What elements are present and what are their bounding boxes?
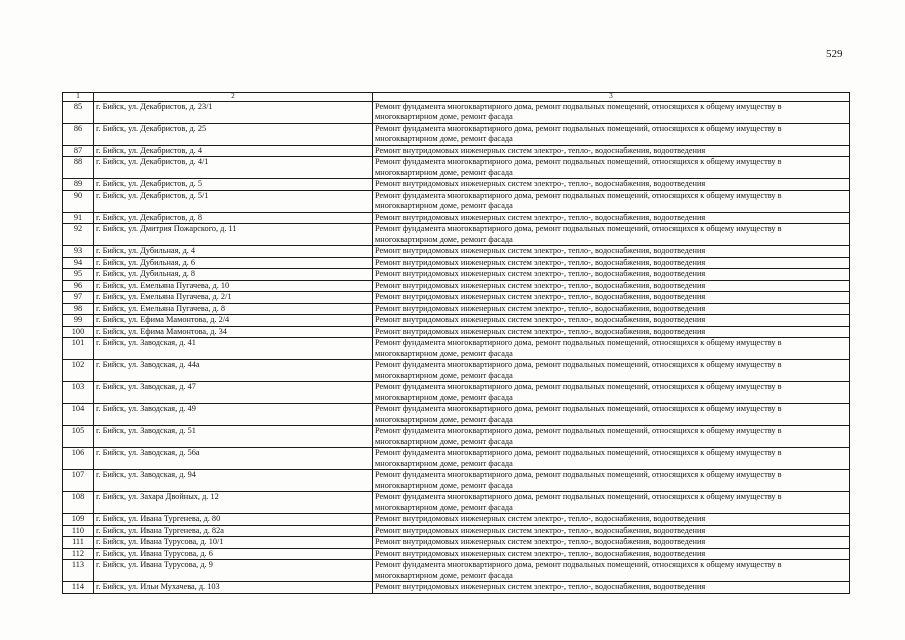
row-address: г. Бийск, ул. Ефима Мамонтова, д. 2/4 [94,315,373,327]
row-number: 99 [63,315,94,327]
row-address: г. Бийск, ул. Ефима Мамонтова, д. 34 [94,326,373,338]
table-row [63,315,850,327]
row-work: Ремонт фундамента многоквартирного дома, ремонт подвальных помещений, относящихся к общему имуществу в многоквартирном доме, ремонт фасада [373,157,850,179]
table-row [63,224,850,246]
row-number: 108 [63,492,94,514]
row-work: Ремонт фундамента многоквартирного дома, ремонт подвальных помещений, относящихся к общему имуществу в многоквартирном доме, ремонт фасада [373,360,850,382]
row-work: Ремонт фундамента многоквартирного дома, ремонт подвальных помещений, относящихся к общему имуществу в многоквартирном доме, ремонт фасада [373,224,850,246]
row-number: 112 [63,548,94,560]
table-row [63,426,850,448]
row-work: Ремонт фундамента многоквартирного дома, ремонт подвальных помещений, относящихся к общему имуществу в многоквартирном доме, ремонт фасада [373,190,850,212]
table-row [63,514,850,526]
row-work: Ремонт фундамента многоквартирного дома, ремонт подвальных помещений, относящихся к общему имуществу в многоквартирном доме, ремонт фасада [373,492,850,514]
row-work: Ремонт внутридомовых инженерных систем электро-, тепло-, водоснабжения, водоотведения [373,292,850,304]
row-address: г. Бийск, ул. Емельяна Пугачева, д. 8 [94,303,373,315]
row-address: г. Бийск, ул. Декабристов, д. 5/1 [94,190,373,212]
row-work: Ремонт фундамента многоквартирного дома, ремонт подвальных помещений, относящихся к общему имуществу в многоквартирном доме, ремонт фасада [373,448,850,470]
row-number: 114 [63,582,94,594]
table-body [63,101,850,593]
row-number: 93 [63,246,94,258]
table-row [63,269,850,281]
row-work: Ремонт внутридомовых инженерных систем электро-, тепло-, водоснабжения, водоотведения [373,179,850,191]
row-address: г. Бийск, ул. Декабристов, д. 4 [94,145,373,157]
table-row [63,246,850,258]
header-col-work: 3 [373,93,850,102]
table-row [63,190,850,212]
table-row [63,338,850,360]
row-address: г. Бийск, ул. Декабристов, д. 8 [94,212,373,224]
row-address: г. Бийск, ул. Декабристов, д. 25 [94,123,373,145]
row-address: г. Бийск, ул. Заводская, д. 56а [94,448,373,470]
row-work: Ремонт внутридомовых инженерных систем электро-, тепло-, водоснабжения, водоотведения [373,537,850,549]
row-work: Ремонт фундамента многоквартирного дома, ремонт подвальных помещений, относящихся к общему имуществу в многоквартирном доме, ремонт фасада [373,123,850,145]
table-row [63,123,850,145]
row-number: 101 [63,338,94,360]
row-number: 110 [63,525,94,537]
row-address: г. Бийск, ул. Ивана Тургенева, д. 82а [94,525,373,537]
table-row [63,157,850,179]
row-address: г. Бийск, ул. Дубильная, д. 4 [94,246,373,258]
row-number: 88 [63,157,94,179]
table-header [63,93,850,102]
row-address: г. Бийск, ул. Заводская, д. 49 [94,404,373,426]
table-row [63,179,850,191]
row-number: 105 [63,426,94,448]
row-address: г. Бийск, ул. Ильи Мухачева, д. 103 [94,582,373,594]
row-address: г. Бийск, ул. Ивана Турусова, д. 9 [94,560,373,582]
row-address: г. Бийск, ул. Ивана Турусова, д. 6 [94,548,373,560]
row-work: Ремонт внутридомовых инженерных систем электро-, тепло-, водоснабжения, водоотведения [373,326,850,338]
row-work: Ремонт внутридомовых инженерных систем электро-, тепло-, водоснабжения, водоотведения [373,145,850,157]
row-work: Ремонт внутридомовых инженерных систем электро-, тепло-, водоснабжения, водоотведения [373,212,850,224]
row-work: Ремонт фундамента многоквартирного дома, ремонт подвальных помещений, относящихся к общему имуществу в многоквартирном доме, ремонт фасада [373,404,850,426]
row-work: Ремонт фундамента многоквартирного дома, ремонт подвальных помещений, относящихся к общему имуществу в многоквартирном доме, ремонт фасада [373,560,850,582]
table-row [63,326,850,338]
row-number: 111 [63,537,94,549]
row-number: 109 [63,514,94,526]
row-address: г. Бийск, ул. Заводская, д. 47 [94,382,373,404]
row-work: Ремонт внутридомовых инженерных систем электро-, тепло-, водоснабжения, водоотведения [373,246,850,258]
header-col-address: 2 [94,93,373,102]
table-row [63,292,850,304]
header-row [63,93,850,102]
row-number: 103 [63,382,94,404]
row-work: Ремонт фундамента многоквартирного дома, ремонт подвальных помещений, относящихся к общему имуществу в многоквартирном доме, ремонт фасада [373,470,850,492]
row-work: Ремонт фундамента многоквартирного дома, ремонт подвальных помещений, относящихся к общему имуществу в многоквартирном доме, ремонт фасада [373,101,850,123]
row-address: г. Бийск, ул. Декабристов, д. 4/1 [94,157,373,179]
row-work: Ремонт внутридомовых инженерных систем электро-, тепло-, водоснабжения, водоотведения [373,548,850,560]
row-number: 98 [63,303,94,315]
table-row [63,280,850,292]
row-address: г. Бийск, ул. Заводская, д. 41 [94,338,373,360]
row-address: г. Бийск, ул. Емельяна Пугачева, д. 2/1 [94,292,373,304]
row-work: Ремонт внутридомовых инженерных систем электро-, тепло-, водоснабжения, водоотведения [373,257,850,269]
row-number: 104 [63,404,94,426]
table-row [63,212,850,224]
row-number: 97 [63,292,94,304]
row-address: г. Бийск, ул. Емельяна Пугачева, д. 10 [94,280,373,292]
work-list-table [62,92,850,594]
row-address: г. Бийск, ул. Дубильная, д. 6 [94,257,373,269]
row-work: Ремонт внутридомовых инженерных систем электро-, тепло-, водоснабжения, водоотведения [373,525,850,537]
row-address: г. Бийск, ул. Заводская, д. 94 [94,470,373,492]
table-row [63,145,850,157]
table-row [63,257,850,269]
row-number: 92 [63,224,94,246]
row-address: г. Бийск, ул. Декабристов, д. 23/1 [94,101,373,123]
row-number: 86 [63,123,94,145]
row-number: 89 [63,179,94,191]
table-row [63,382,850,404]
page-number: 529 [826,48,843,60]
row-number: 106 [63,448,94,470]
row-work: Ремонт внутридомовых инженерных систем электро-, тепло-, водоснабжения, водоотведения [373,514,850,526]
table-row [63,470,850,492]
row-address: г. Бийск, ул. Заводская, д. 44а [94,360,373,382]
table-row [63,560,850,582]
row-work: Ремонт внутридомовых инженерных систем электро-, тепло-, водоснабжения, водоотведения [373,582,850,594]
row-address: г. Бийск, ул. Ивана Тургенева, д. 80 [94,514,373,526]
table-row [63,101,850,123]
table-row [63,537,850,549]
table-row [63,492,850,514]
row-work: Ремонт фундамента многоквартирного дома, ремонт подвальных помещений, относящихся к общему имуществу в многоквартирном доме, ремонт фасада [373,338,850,360]
table-row [63,404,850,426]
row-address: г. Бийск, ул. Декабристов, д. 5 [94,179,373,191]
row-number: 95 [63,269,94,281]
table-row [63,360,850,382]
row-number: 96 [63,280,94,292]
row-number: 100 [63,326,94,338]
header-col-number: 1 [63,93,94,102]
row-address: г. Бийск, ул. Дубильная, д. 8 [94,269,373,281]
row-address: г. Бийск, ул. Дмитрия Пожарского, д. 11 [94,224,373,246]
row-number: 113 [63,560,94,582]
row-work: Ремонт внутридомовых инженерных систем электро-, тепло-, водоснабжения, водоотведения [373,315,850,327]
table-row [63,582,850,594]
row-number: 87 [63,145,94,157]
row-number: 91 [63,212,94,224]
table-row [63,525,850,537]
row-work: Ремонт внутридомовых инженерных систем электро-, тепло-, водоснабжения, водоотведения [373,303,850,315]
row-address: г. Бийск, ул. Заводская, д. 51 [94,426,373,448]
row-number: 107 [63,470,94,492]
row-number: 94 [63,257,94,269]
row-work: Ремонт фундамента многоквартирного дома, ремонт подвальных помещений, относящихся к общему имуществу в многоквартирном доме, ремонт фасада [373,426,850,448]
row-number: 85 [63,101,94,123]
table-row [63,548,850,560]
row-work: Ремонт внутридомовых инженерных систем электро-, тепло-, водоснабжения, водоотведения [373,269,850,281]
table-row [63,303,850,315]
row-work: Ремонт фундамента многоквартирного дома, ремонт подвальных помещений, относящихся к общему имуществу в многоквартирном доме, ремонт фасада [373,382,850,404]
table-row [63,448,850,470]
row-address: г. Бийск, ул. Ивана Турусова, д. 10/1 [94,537,373,549]
row-work: Ремонт внутридомовых инженерных систем электро-, тепло-, водоснабжения, водоотведения [373,280,850,292]
row-number: 90 [63,190,94,212]
row-address: г. Бийск, ул. Захара Двойных, д. 12 [94,492,373,514]
row-number: 102 [63,360,94,382]
